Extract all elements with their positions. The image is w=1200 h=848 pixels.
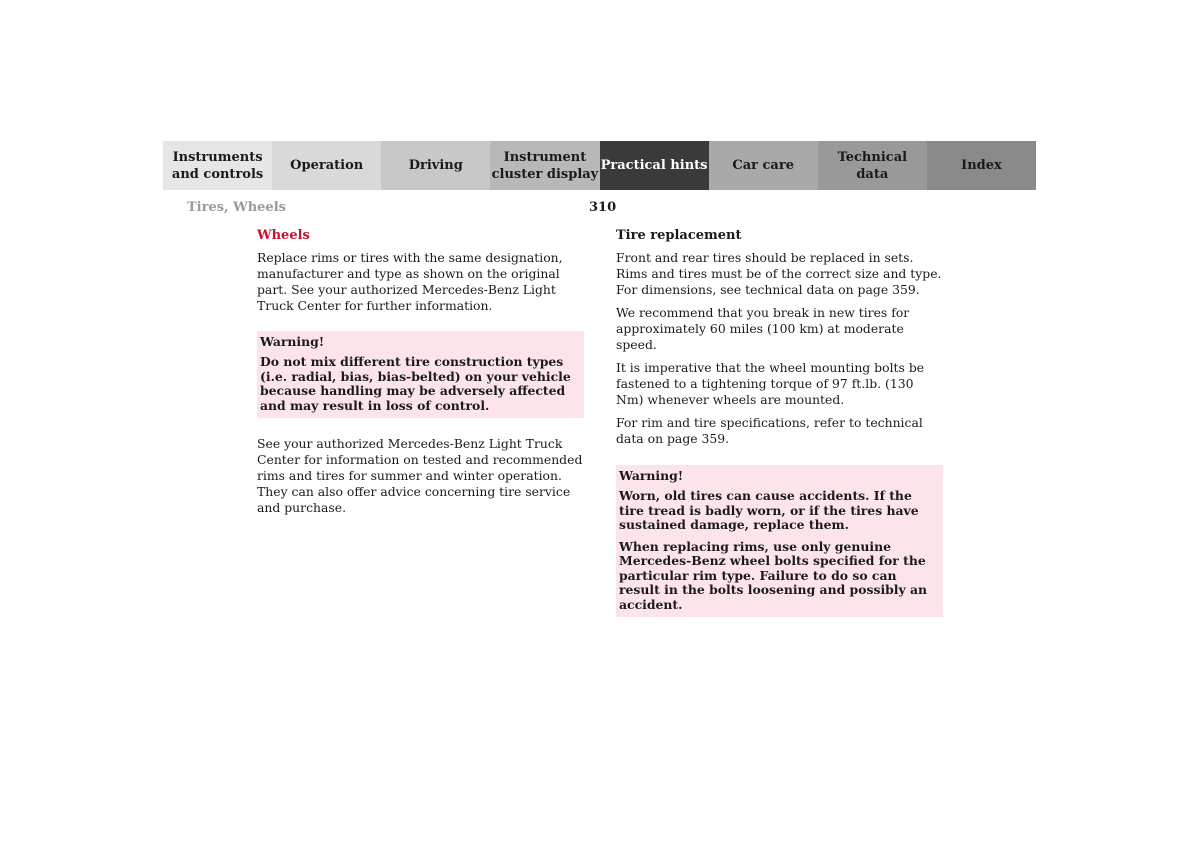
tab-instruments-and-controls[interactable]: Instruments and controls [163, 141, 272, 190]
tab-driving[interactable]: Driving [381, 141, 490, 190]
warning-box [257, 331, 584, 418]
tab-operation[interactable]: Operation [272, 141, 381, 190]
right-column [616, 228, 943, 635]
warning-text: When replacing rims, use only genuine Mercedes-Benz wheel bolts specified for the particular rim type. Failure to do so can result in the bolts loosening and possibly an accident. [619, 538, 928, 612]
page-number: 310 [589, 200, 617, 215]
paragraph: For rim and tire specifications, refer to technical data on page 359. [616, 415, 923, 446]
warning-text: Do not mix different tire construction types (i.e. radial, bias, bias-belted) on your vehicle because handling may be adversely affected and may result in loss of control. [260, 354, 571, 413]
tab-technical-data[interactable]: Technical data [818, 141, 927, 190]
paragraph: It is imperative that the wheel mounting bolts be fastened to a tightening torque of 97 ft.lb. (130 Nm) whenever wheels are mounted. [616, 360, 925, 407]
paragraph: We recommend that you break in new tires for approximately 60 miles (100 km) at moderate speed. [616, 305, 910, 352]
warning-box [616, 465, 943, 617]
warning-text: Worn, old tires can cause accidents. If the tire tread is badly worn, or if the tires have sustained damage, replace them. [619, 488, 919, 532]
left-column [257, 228, 584, 523]
section-heading-wheels: Wheels [257, 228, 310, 243]
section-tab-bar [163, 141, 1036, 190]
tab-instrument-cluster-display[interactable]: Instrument cluster display [490, 141, 599, 190]
tab-index[interactable]: Index [927, 141, 1036, 190]
warning-title: Warning! [260, 334, 325, 349]
section-heading-tire-replacement: Tire replacement [616, 228, 742, 243]
paragraph: Front and rear tires should be replaced in sets. Rims and tires must be of the correct size and type. For dimensions, see technical data on page 359. [616, 250, 942, 297]
breadcrumb: Tires, Wheels [187, 200, 286, 215]
tab-car-care[interactable]: Car care [709, 141, 818, 190]
tab-practical-hints[interactable]: Practical hints [600, 141, 709, 190]
warning-title: Warning! [619, 468, 684, 483]
paragraph: Replace rims or tires with the same designation, manufacturer and type as shown on the original part. See your authorized Mercedes-Benz Light Truck Center for further information. [257, 250, 563, 313]
paragraph: See your authorized Mercedes-Benz Light Truck Center for information on tested and recommended rims and tires for summer and winter operation. They can also offer advice concerning tire service and purchase. [257, 436, 583, 515]
